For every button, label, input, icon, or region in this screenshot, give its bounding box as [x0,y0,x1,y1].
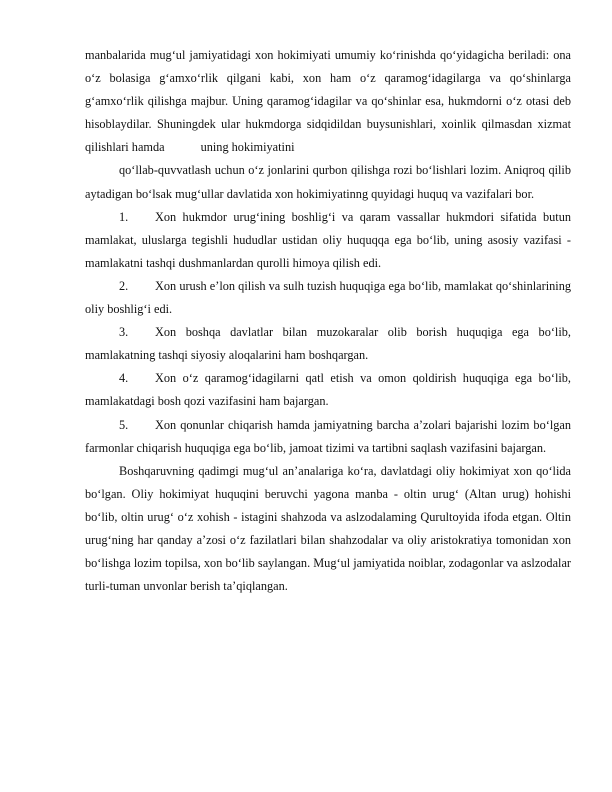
paragraph-1-tail-b: uning hokimiyatini [200,140,295,155]
list-item-text: Xon hukmdor urug‘ining boshlig‘i va qaram vassallar hukmdori sifatida butun mamlakat, uluslarga tegishli hududlar ustidan oliy huquqqa ega bo‘lib, uning asosiy vazifasi - mamlakatni tashqi dushmanlardan qurolli himoya qilish edi. [85,209,571,270]
list-item-text: Xon qonunlar chiqarish hamda jamiyatning barcha a’zolari bajarishi lozim bo‘lgan farmonlar chiqarish huquqiga ega bo‘lib, jamoat tizimi va tartibni saqlash vazifasini bajargan. [85,417,571,455]
paragraph-1-text: manbalarida mug‘ul jamiyatidagi xon hokimiyati umumiy ko‘rinishda qo‘yidagicha beriladi: ona o‘z bolasiga g‘amxo‘rlik qilgani kabi, xon ham o‘z qaramog‘idagilarga va qo‘shinlarga g‘amxo‘rlik qilishga majbur. Uning qaramog‘idagilar va qo‘shinlar esa, hukmdorni o‘z otasi deb hisoblaydilar. Shuningdek ular hukmdorga sidqidildan buysunishlari, xoinlik qilmasdan xizmat qilishlari [85,48,571,155]
list-item-number: 2. [119,278,129,293]
list-item-text: Xon o‘z qaramog‘idagilarni qatl etish va omon qoldirish huquqiga ega bo‘lib, mamlakatdagi bosh qozi vazifasini ham bajargan. [85,371,571,409]
list-item-number: 4. [119,371,129,386]
paragraph-3: Boshqaruvning qadimgi mug‘ul an’analariga ko‘ra, davlatdagi oliy hokimiyat xon qo‘lida bo‘lgan. Oliy hokimiyat huquqini beruvchi yagona manba - oltin urug‘ (Altan urug) hohishi bo‘lib, oltin urug‘ o‘z xohish - istagini shahzoda va aslzodalaming Qurultoyida ifoda etgan. Oltin urug‘ning har qanday a’zosi o‘z fazilatlari bilan shahzodalar va oliy aristokratiya tomonidan xon bo‘lishga lozim topilsa, xon bo‘lib saylangan. Mug‘ul jamiyatida noiblar, zodagonlar va aslzodalar turli-tuman unvonlar berish ta’qiqlangan. [85,463,571,594]
list-item-text: Xon urush e’lon qilish va sulh tuzish huquqiga ega bo‘lib, mamlakat qo‘shinlarining oliy boshlig‘i edi. [85,278,571,317]
document-page [85,44,571,598]
paragraph-1-tail-a: hamda [131,140,165,155]
paragraph-2: qo‘llab-quvvatlash uchun o‘z jonlarini qurbon qilishga rozi bo‘lishlari lozim. Aniqroq qilib aytadigan bo‘lsak mug‘ullar davlatida xon hokimiyatinng quyidagi huquq va vazifalari bor. [85,163,571,201]
list-item-text: Xon boshqa davlatlar bilan muzokaralar olib borish huquqiga ega bo‘lib, mamlakatning tashqi siyosiy aloqalarini ham boshqargan. [85,325,571,363]
list-item-5 [85,414,571,460]
list-item-number: 3. [119,325,129,340]
list-item-number: 5. [119,417,129,432]
list-item-number: 1. [119,209,129,224]
list-item-2 [85,275,571,321]
paragraph-1 [85,44,571,159]
list-item-1 [85,206,571,275]
list-item-4 [85,367,571,413]
list-item-3 [85,321,571,367]
